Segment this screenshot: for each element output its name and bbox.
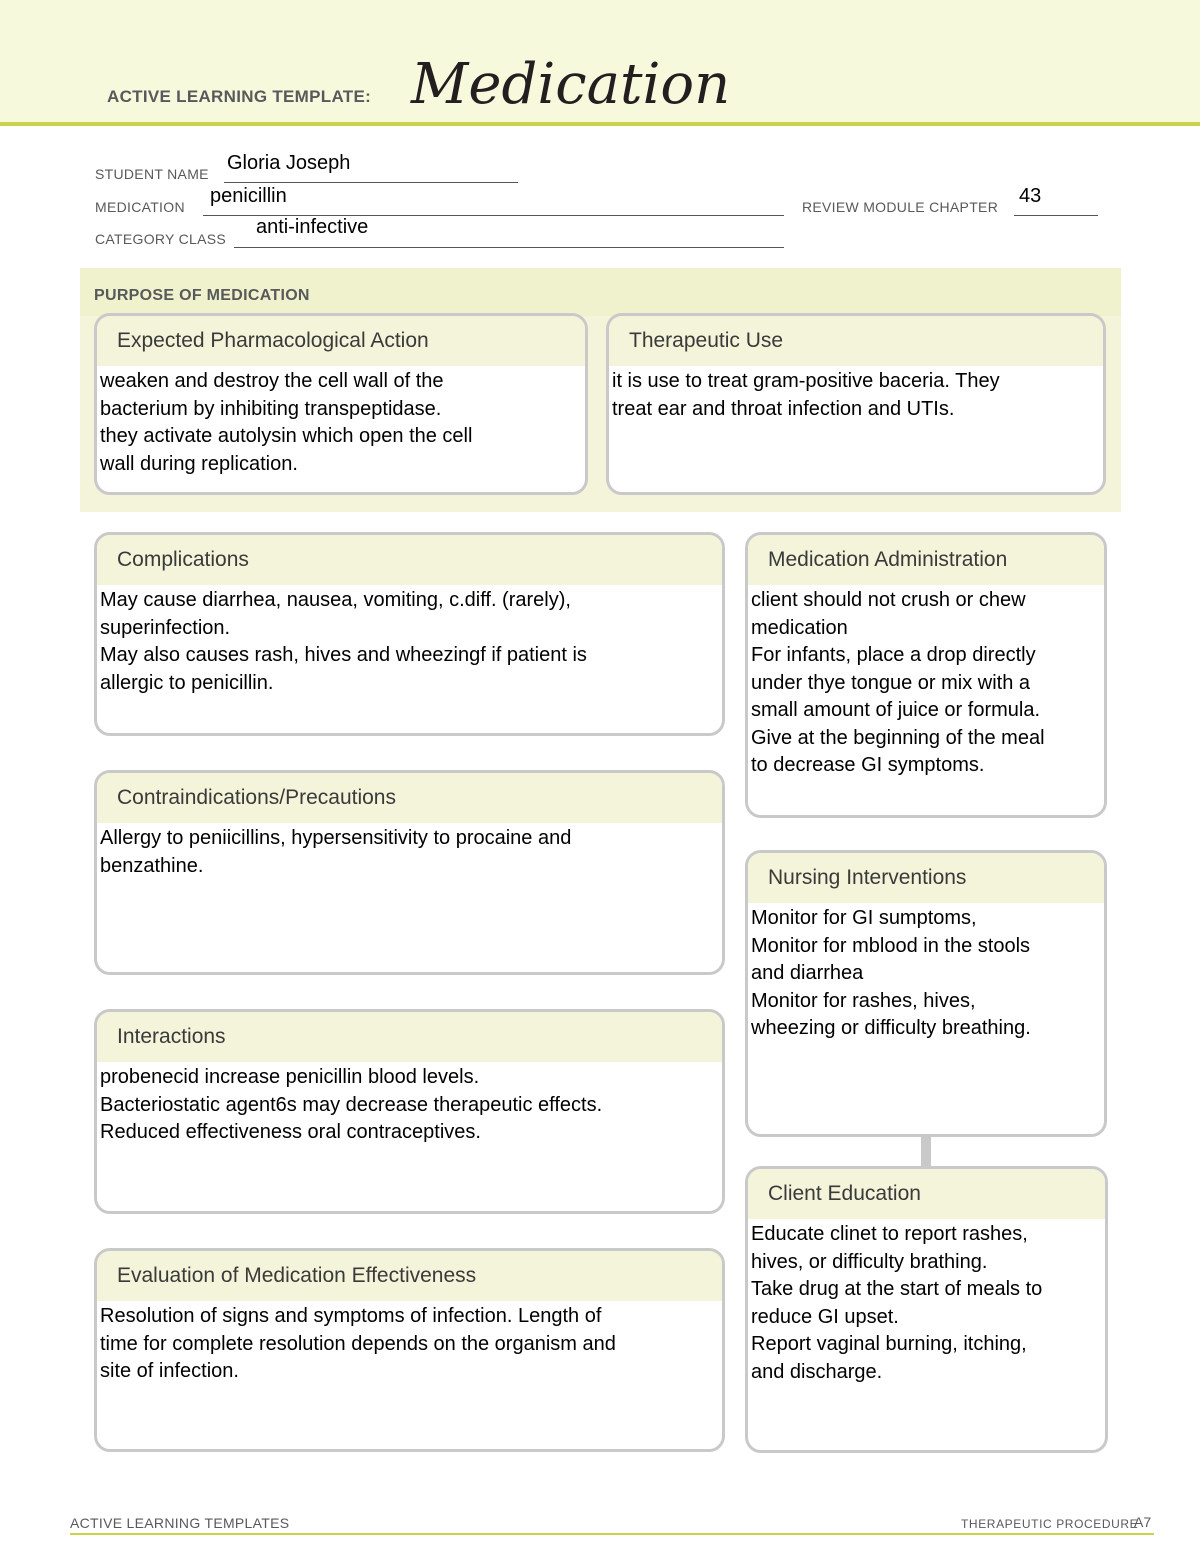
interactions-title: Interactions xyxy=(97,1012,722,1062)
expected-action-body[interactable]: weaken and destroy the cell wall of the bacterium by inhibiting transpeptidase. they activate autolysin which open the cell wall during replication. xyxy=(100,370,473,475)
therapeutic-use-body[interactable]: it is use to treat gram-positive baceria. They treat ear and throat infection and UTIs. xyxy=(612,370,1000,420)
expected-action-card xyxy=(94,313,588,495)
therapeutic-use-title: Therapeutic Use xyxy=(609,316,1103,366)
administration-card xyxy=(745,532,1107,818)
footer-rule xyxy=(70,1533,1154,1535)
footer-procedure: THERAPEUTIC PROCEDURE xyxy=(961,1517,1139,1531)
nursing-card xyxy=(745,850,1107,1137)
student-name-label: STUDENT NAME xyxy=(95,166,209,182)
evaluation-card xyxy=(94,1248,725,1452)
medication-label: MEDICATION xyxy=(95,199,185,215)
page-title: Medication xyxy=(411,52,731,117)
therapeutic-use-card xyxy=(606,313,1106,495)
medication-value[interactable]: penicillin xyxy=(210,185,287,207)
contraindications-body[interactable]: Allergy to peniicillins, hypersensitivity to procaine and benzathine. xyxy=(100,827,572,877)
review-module-line xyxy=(1014,215,1098,216)
purpose-label: PURPOSE OF MEDICATION xyxy=(94,287,310,304)
header-rule xyxy=(0,122,1200,126)
interactions-body[interactable]: probenecid increase penicillin blood levels. Bacteriostatic agent6s may decrease therapeutic effects. Reduced effectiveness oral contraceptives. xyxy=(100,1066,603,1143)
student-name-line xyxy=(224,182,518,183)
review-module-value[interactable]: 43 xyxy=(1019,185,1042,207)
category-class-label: CATEGORY CLASS xyxy=(95,231,227,247)
education-title: Client Education xyxy=(748,1169,1105,1219)
expected-action-title: Expected Pharmacological Action xyxy=(97,316,585,366)
footer-label: ACTIVE LEARNING TEMPLATES xyxy=(70,1515,290,1531)
template-label: ACTIVE LEARNING TEMPLATE: xyxy=(107,87,372,106)
evaluation-title: Evaluation of Medication Effectiveness xyxy=(97,1251,722,1301)
contraindications-title: Contraindications/Precautions xyxy=(97,773,722,823)
nursing-body[interactable]: Monitor for GI sumptoms, Monitor for mblood in the stools and diarrhea Monitor for rashes, hives, wheezing or difficulty breathing. xyxy=(751,907,1031,1039)
evaluation-body[interactable]: Resolution of signs and symptoms of infection. Length of time for complete resolution depends on the organism and site of infection. xyxy=(100,1305,616,1382)
category-class-line xyxy=(234,247,784,248)
review-module-label: REVIEW MODULE CHAPTER xyxy=(802,199,999,215)
student-name-value[interactable]: Gloria Joseph xyxy=(227,152,351,174)
category-class-value[interactable]: anti-infective xyxy=(256,216,369,238)
education-body[interactable]: Educate clinet to report rashes, hives, or difficulty brathing. Take drug at the start of meals to reduce GI upset. Report vaginal burning, itching, and discharge. xyxy=(751,1223,1043,1383)
education-card xyxy=(745,1166,1108,1453)
connector-line xyxy=(921,1136,931,1166)
administration-title: Medication Administration xyxy=(748,535,1104,585)
nursing-title: Nursing Interventions xyxy=(748,853,1104,903)
footer-page-number: A7 xyxy=(1134,1514,1152,1530)
administration-body[interactable]: client should not crush or chew medication For infants, place a drop directly under thye tongue or mix with a small amount of juice or formula. Give at the beginning of the meal to decrease GI symptoms. xyxy=(751,589,1045,776)
complications-card xyxy=(94,532,725,736)
complications-body[interactable]: May cause diarrhea, nausea, vomiting, c.diff. (rarely), superinfection. May also causes rash, hives and wheezingf if patient is allergic to penicillin. xyxy=(100,589,587,694)
complications-title: Complications xyxy=(97,535,722,585)
contraindications-card xyxy=(94,770,725,975)
interactions-card xyxy=(94,1009,725,1214)
